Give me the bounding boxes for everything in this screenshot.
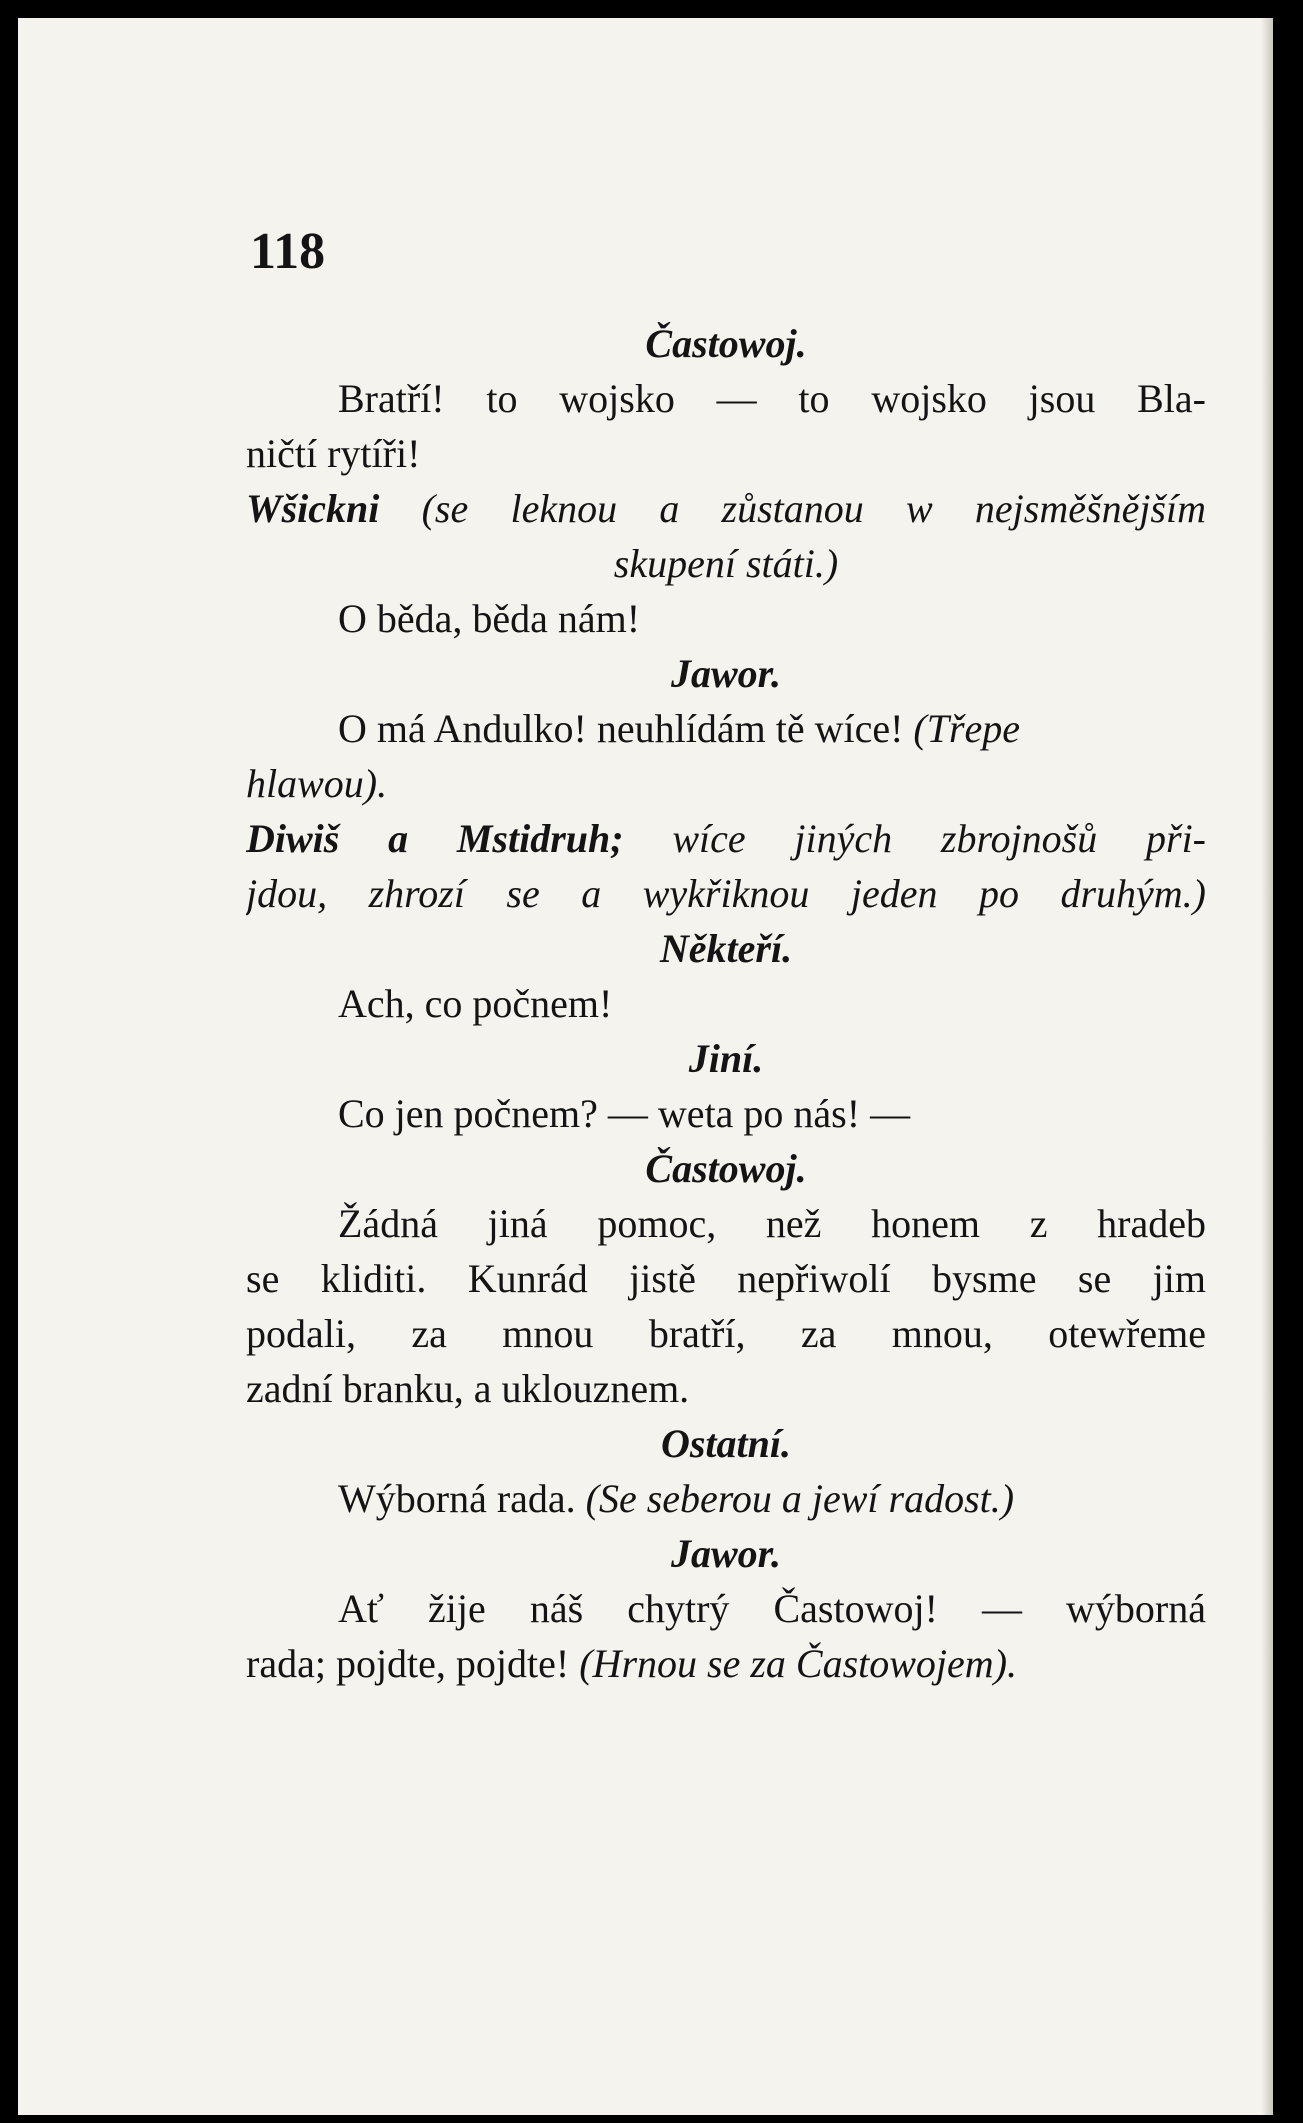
stage-direction: (Třepe — [913, 706, 1021, 751]
dialogue-line: O běda, běda nám! — [338, 596, 641, 641]
dialogue-line: Bratří! to wojsko — to wojsko jsou Bla- — [338, 376, 1206, 421]
dialogue-line: Co jen počnem? — weta po nás! — — [338, 1091, 911, 1136]
stage-direction: wíce jiných zbrojnošů při- — [672, 816, 1206, 861]
speaker-name: Diwiš a Mstidruh; — [246, 816, 624, 861]
page-number: 118 — [250, 223, 326, 280]
speaker-name: Wšickni — [246, 486, 380, 531]
stage-direction: skupení státi.) — [613, 541, 839, 586]
speaker-name: Jawor. — [670, 1531, 782, 1576]
stage-direction: jdou, zhrozí se a wykřiknou jeden po druhým.) — [246, 871, 1206, 916]
speaker-name: Ostatní. — [660, 1421, 792, 1466]
page-text — [246, 316, 1206, 1691]
dialogue-text: rada; pojdte, pojdte! — [246, 1641, 580, 1686]
speaker-name: Častowoj. — [645, 1146, 807, 1191]
dialogue-text: Wýborná rada. — [338, 1476, 586, 1521]
dialogue-line — [246, 701, 1206, 756]
dialogue-line: ničtí rytíři! — [246, 431, 421, 476]
dialogue-line: zadní branku, a uklouznem. — [246, 1366, 690, 1411]
dialogue-text: O má Andulko! neuhlídám tě wíce! — [338, 706, 914, 751]
stage-direction-line — [246, 481, 1206, 536]
stage-direction: (Se seberou a jewí radost.) — [585, 1476, 1015, 1521]
stage-direction: (se leknou a zůstanou w nejsměšnějším — [421, 486, 1206, 531]
dialogue-line — [246, 1636, 1206, 1691]
book-page — [18, 18, 1273, 2115]
speaker-name: Někteří. — [659, 926, 793, 971]
dialogue-line: Ach, co počnem! — [338, 981, 613, 1026]
stage-direction: (Hrnou se za Častowojem). — [579, 1641, 1018, 1686]
speaker-name: Jiní. — [688, 1036, 764, 1081]
stage-direction-line — [246, 811, 1206, 866]
dialogue-line: se kliditi. Kunrád jistě nepřiwolí bysme se jim — [246, 1256, 1206, 1301]
page-edge — [1261, 18, 1273, 2115]
dialogue-line: Žádná jiná pomoc, než honem z hradeb — [338, 1201, 1206, 1246]
dialogue-line: Ať žije náš chytrý Častowoj! — wýborná — [338, 1586, 1206, 1631]
stage-direction: hlawou). — [246, 761, 388, 806]
dialogue-line: podali, za mnou bratří, za mnou, otewřeme — [246, 1311, 1206, 1356]
speaker-name: Častowoj. — [645, 321, 807, 366]
dialogue-line — [246, 1471, 1206, 1526]
speaker-name: Jawor. — [670, 651, 782, 696]
